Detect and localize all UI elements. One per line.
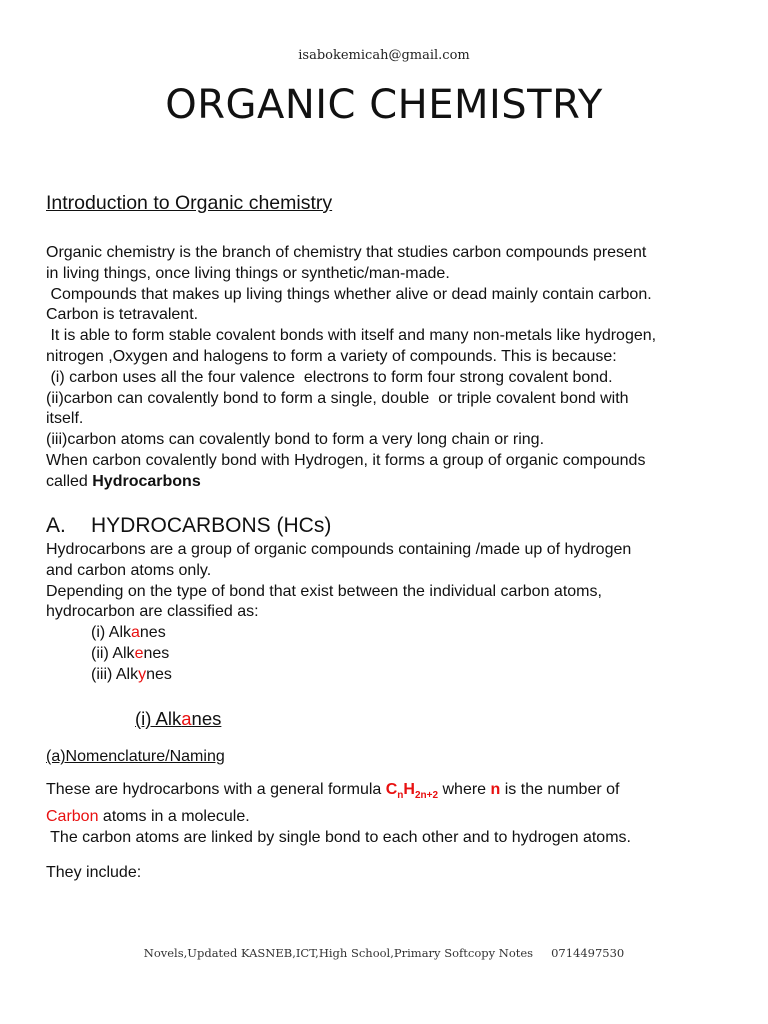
intro-line: (iii)carbon atoms can covalently bond to form a very long chain or ring. (46, 431, 545, 449)
footer-phone: 0714497530 (551, 946, 625, 960)
hydrocarbons-heading (46, 514, 736, 538)
hc-line: hydrocarbon are classified as: (46, 603, 259, 621)
class-highlight: a (131, 624, 140, 642)
section-letter: A. (46, 514, 66, 537)
class-prefix: (iii) Alk (91, 665, 139, 683)
intro-line: (ii)carbon can covalently bond to form a single, double or triple covalent bond with (46, 389, 629, 407)
intro-paragraph (46, 243, 736, 493)
class-suffix: nes (139, 624, 166, 642)
footer-text: Novels,Updated KASNEB,ICT,High School,Primary Softcopy Notes (143, 946, 534, 960)
class-suffix: nes (143, 644, 170, 662)
intro-line: Compounds that makes up living things whether alive or dead mainly contain carbon. (46, 285, 652, 303)
formula-n: n (490, 781, 501, 798)
formula-line (46, 780, 736, 807)
single-bond-line: The carbon atoms are linked by single bond to each other and to hydrogen atoms. (46, 828, 631, 846)
intro-line: Organic chemistry is the branch of chemistry that studies carbon compounds present (46, 244, 647, 261)
alkanes-paragraph (46, 780, 736, 849)
hc-line: and carbon atoms only. (46, 561, 212, 579)
hydrocarbons-term: Hydrocarbons (92, 472, 201, 490)
hydrocarbons-heading-text: HYDROCARBONS (HCs) (91, 514, 332, 537)
formula-intro: These are hydrocarbons with a general formula (46, 781, 386, 798)
intro-line: in living things, once living things or synthetic/man-made. (46, 264, 450, 282)
hc-line: Depending on the type of bond that exist between the individual carbon atoms, (46, 582, 602, 600)
formula-carbon-subscript: n (397, 790, 404, 802)
intro-line: Carbon is tetravalent. (46, 306, 199, 324)
intro-line-last (46, 472, 736, 493)
formula-rest: is the number of (500, 781, 620, 798)
general-formula (385, 781, 439, 802)
class-highlight: y (138, 665, 147, 683)
formula-hydrogen: H (403, 781, 415, 798)
hydrocarbons-paragraph (46, 540, 736, 686)
formula-carbon: C (385, 781, 398, 798)
alkanes-heading-suffix: nes (191, 708, 222, 729)
class-item-alkynes (46, 665, 736, 686)
intro-line: itself. (46, 410, 84, 428)
class-prefix: (ii) Alk (91, 644, 135, 662)
alkanes-heading-highlight: a (181, 708, 192, 729)
carbon-word: Carbon (46, 807, 99, 825)
hc-line: Hydrocarbons are a group of organic compounds containing /made up of hydrogen (46, 541, 632, 558)
intro-heading: Introduction to Organic chemistry (46, 192, 333, 214)
author-email: isabokemicah@gmail.com (298, 48, 470, 63)
called-text: called (46, 472, 93, 490)
carbon-rest: atoms in a molecule. (98, 807, 250, 825)
page-title: ORGANIC CHEMISTRY (165, 82, 603, 128)
class-prefix: (i) Alk (91, 624, 131, 642)
class-item-alkenes (46, 644, 736, 665)
page-footer (0, 946, 768, 960)
intro-line: (i) carbon uses all the four valence electrons to form four strong covalent bond. (46, 368, 613, 386)
they-include-text: They include: (46, 864, 142, 881)
formula-where: where (438, 781, 491, 798)
carbon-line (46, 807, 736, 828)
class-suffix: nes (146, 665, 172, 683)
alkanes-heading (135, 708, 768, 730)
intro-line: When carbon covalently bond with Hydrogen, it forms a group of organic compounds (46, 451, 646, 469)
class-item-alkanes (46, 623, 736, 644)
alkanes-heading-prefix: (i) Alk (135, 708, 182, 729)
formula-hydrogen-subscript: 2n+2 (414, 790, 439, 802)
nomenclature-heading: (a)Nomenclature/Naming (46, 748, 225, 765)
class-highlight: e (134, 644, 144, 662)
intro-line: It is able to form stable covalent bonds with itself and many non-metals like hydrogen, (46, 327, 657, 345)
intro-line: nitrogen ,Oxygen and halogens to form a variety of compounds. This is because: (46, 347, 617, 365)
